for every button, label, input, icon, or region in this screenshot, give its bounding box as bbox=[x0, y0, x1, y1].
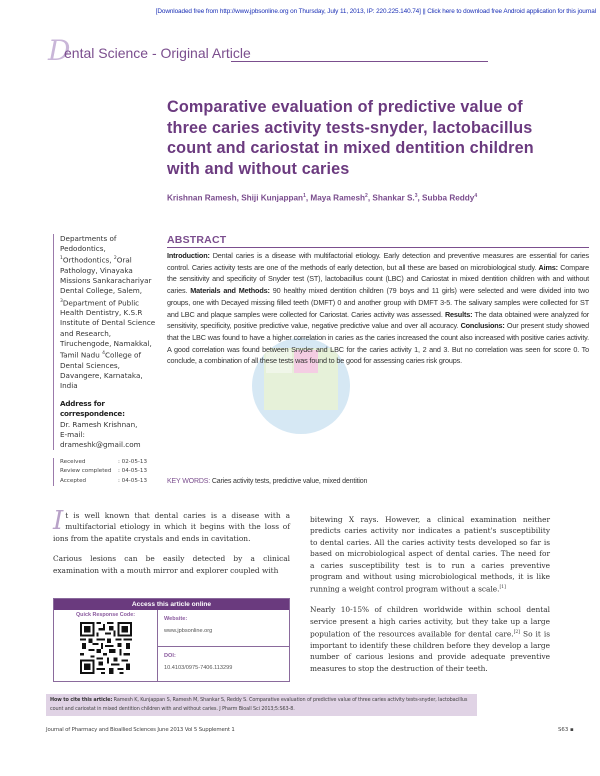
body-dropcap: I bbox=[53, 506, 64, 536]
author-affil-sup: 1 bbox=[303, 193, 306, 199]
author-name: Shiji Kunjappan bbox=[241, 193, 304, 203]
section-drop-letter: D bbox=[48, 34, 71, 67]
paragraph-text: Nearly 10-15% of children worldwide within school dental service present a high caries activity, but they take up a large population of the resources available for dental care. bbox=[310, 605, 550, 639]
cite-label: How to cite this article: bbox=[50, 697, 113, 703]
abstract-text: Dental caries is a disease with multifactorial etiology. Early detection and preventive measures are essential for caries control. Caries activity tests are one of the methods of early detection, but all these are based on microbiological study. bbox=[167, 251, 589, 272]
author-affil-sup: 2 bbox=[365, 193, 368, 199]
affil-sup: 3 bbox=[60, 298, 63, 304]
correspondence-email-link[interactable]: E-mail: drameshk@gmail.com bbox=[60, 429, 141, 450]
abstract-label-conclusions: Conclusions: bbox=[460, 321, 505, 331]
article-dates bbox=[53, 458, 157, 486]
abstract-body bbox=[167, 250, 589, 367]
date-value: : 02-05-13 bbox=[118, 459, 148, 465]
qr-label: Quick Response Code: bbox=[75, 612, 135, 618]
date-label: Accepted bbox=[60, 477, 87, 484]
affiliation-part: Orthodontics, bbox=[62, 255, 114, 265]
abstract-text: Compare the sensitivity and specificity of Snyder test (ST), lactobacillus count (LBC) and Cariostat in mixed dentition children with and without caries. bbox=[167, 262, 589, 296]
doi-link[interactable]: 10.4103/0975-7406.113299 bbox=[164, 664, 233, 671]
keywords-label: KEY WORDS: bbox=[167, 478, 211, 485]
body-paragraph bbox=[53, 506, 290, 544]
download-banner-link[interactable]: [Downloaded free from http://www.jpbsonline.org on Thursday, July 11, 2013, IP: 220.225.140.74] || Click here to download free Android application for this journal bbox=[155, 8, 596, 15]
affiliations-sidebar bbox=[53, 234, 157, 450]
doi-label: DOI: bbox=[164, 652, 176, 659]
author-name: Krishnan Ramesh bbox=[167, 193, 237, 203]
doi-block bbox=[158, 646, 289, 683]
body-paragraph: Carious lesions can be easily detected by a clinical examination with a mouth mirror and explorer coupled with bbox=[53, 554, 290, 575]
date-label: Received bbox=[60, 459, 86, 465]
correspondence-name: Dr. Ramesh Krishnan, bbox=[60, 419, 138, 429]
affil-sup: 2 bbox=[113, 256, 117, 262]
access-box-header: Access this article online bbox=[54, 599, 289, 610]
citation-ref-link[interactable]: [1] bbox=[499, 585, 506, 591]
date-value: : 04-05-13 bbox=[118, 468, 148, 475]
affiliation-part: College of Dental Sciences, Davangere, Karnataka, India bbox=[60, 350, 143, 391]
body-paragraph bbox=[310, 604, 550, 674]
abstract-label-results: Results: bbox=[444, 309, 473, 319]
qr-code-icon[interactable] bbox=[80, 622, 132, 674]
affiliation-part: Oral Pathology, Vinayaka Missions Sankarachariyar Dental College, Salem, bbox=[60, 255, 152, 296]
access-online-box bbox=[53, 598, 290, 682]
how-to-cite-box bbox=[46, 694, 477, 716]
date-row-review bbox=[60, 467, 157, 476]
date-value: : 04-05-13 bbox=[118, 477, 148, 484]
abstract-label-methods: Materials and Methods: bbox=[190, 286, 270, 296]
cite-text: Ramesh K, Kunjappan S, Ramesh M, Shankar S, Reddy S. Comparative evaluation of predictive value of three caries activity tests-snyder, lactobacillus count and cariostat in mixed dentition children with and without caries. J Pharm Bioall Sci 2013;5:S63-8. bbox=[50, 697, 468, 712]
author-name: Shankar S. bbox=[372, 193, 415, 203]
affil-sup: 1 bbox=[60, 256, 63, 262]
abstract-text: Our present study showed that the LBC was found to have a higher correlation in caries as the caries increased the count also increased with positive caries activity. A good correlation was found between Snyder and LBC for the caries activity 1, 2 and 3. But no correlation was seen for score 0. To conclude, a combination of all these tests was found to be good for assessing caries risk groups. bbox=[167, 321, 589, 366]
paragraph-text: t is well known that dental caries is a disease with a multifactorial etiology in which it begins with the loss of ions from the apatite crystals and ends in cavitation. bbox=[53, 511, 290, 543]
author-name: Maya Ramesh bbox=[310, 193, 366, 203]
body-paragraph bbox=[310, 514, 550, 595]
body-column-left bbox=[53, 506, 290, 585]
abstract-text: The data obtained were analyzed for sensitivity, specificity, positive predictive value, negative predictive value and over all accuracy. bbox=[167, 309, 589, 331]
affil-sup: 4 bbox=[102, 351, 105, 357]
website-label: Website: bbox=[164, 616, 188, 622]
author-name: Subba Reddy bbox=[422, 193, 475, 203]
abstract-label-introduction: Introduction: bbox=[167, 251, 210, 260]
date-label: Review completed bbox=[60, 468, 112, 475]
correspondence-label: Address for correspondence: bbox=[60, 399, 125, 419]
footer-journal-info: Journal of Pharmacy and Bioallied Sciences June 2013 Vol 5 Supplement 1 bbox=[46, 727, 235, 733]
website-block bbox=[158, 610, 289, 646]
access-box-body bbox=[54, 610, 289, 682]
section-rule bbox=[231, 61, 488, 62]
affiliation-part: Department of Public Health Dentistry, K.S.R Institute of Dental Science and Research, Tiruchengode, Namakkal, Tamil Nadu bbox=[60, 298, 156, 360]
paragraph-text: bitewing X rays. However, a clinical examination neither predicts caries activity nor indicates a patient's susceptibility to dental caries. All the caries activity tests developed so far is based on microbiological aspect of dental caries. The need for a caries susceptibility test is to run a caries preventive program and without using microbiological methods, it is like running a weight control program without a scale. bbox=[310, 515, 550, 594]
affiliation-part: Departments of Pedodontics, bbox=[60, 234, 117, 254]
abstract-label-aims: Aims: bbox=[538, 262, 558, 272]
date-row-accepted bbox=[60, 477, 157, 486]
qr-cell bbox=[54, 610, 158, 682]
date-row-received bbox=[60, 458, 157, 467]
abstract-text: 90 healthy mixed dentition children (79 boys and 11 girls) were selected and were divided into two groups, one with Decayed missing filled teeth (DMFT) 0 and another group with DMFT 3-5. The salivary samples were collected for ST and LBC and plaque samples were collected for Cariostat. Caries activity was assessed. bbox=[167, 286, 589, 319]
access-info-cell bbox=[158, 610, 289, 682]
keywords bbox=[167, 478, 587, 485]
website-link[interactable]: www.jpbsonline.org bbox=[164, 628, 213, 634]
body-column-right bbox=[310, 514, 550, 683]
section-header bbox=[48, 34, 488, 67]
author-affil-sup: 3 bbox=[414, 193, 418, 199]
author-list: Krishnan Ramesh, Shiji Kunjappan$^1$, Maya Ramesh$^2$, Shankar S.$^3$, Subba Reddy$^4$ bbox=[167, 193, 478, 203]
footer-page-number: S63 ▪ bbox=[558, 727, 574, 733]
citation-ref-link[interactable]: [2] bbox=[513, 630, 521, 636]
paragraph-text: So it is important to identify these children before they develop a large number of carious lesions and provide adequate preventive measures to stop the destruction of their teeth. bbox=[310, 629, 550, 673]
keywords-text: Caries activity tests, predictive value, mixed dentition bbox=[210, 478, 368, 485]
affiliation-text bbox=[60, 234, 157, 391]
author-affil-sup: 4 bbox=[474, 193, 478, 199]
article-title: Comparative evaluation of predictive value of three caries activity tests-snyder, lactobacillus count and cariostat in mixed dentition children with and without caries bbox=[167, 98, 534, 178]
section-label: ental Science - Original Article bbox=[64, 45, 251, 61]
abstract-heading: ABSTRACT bbox=[167, 234, 589, 248]
